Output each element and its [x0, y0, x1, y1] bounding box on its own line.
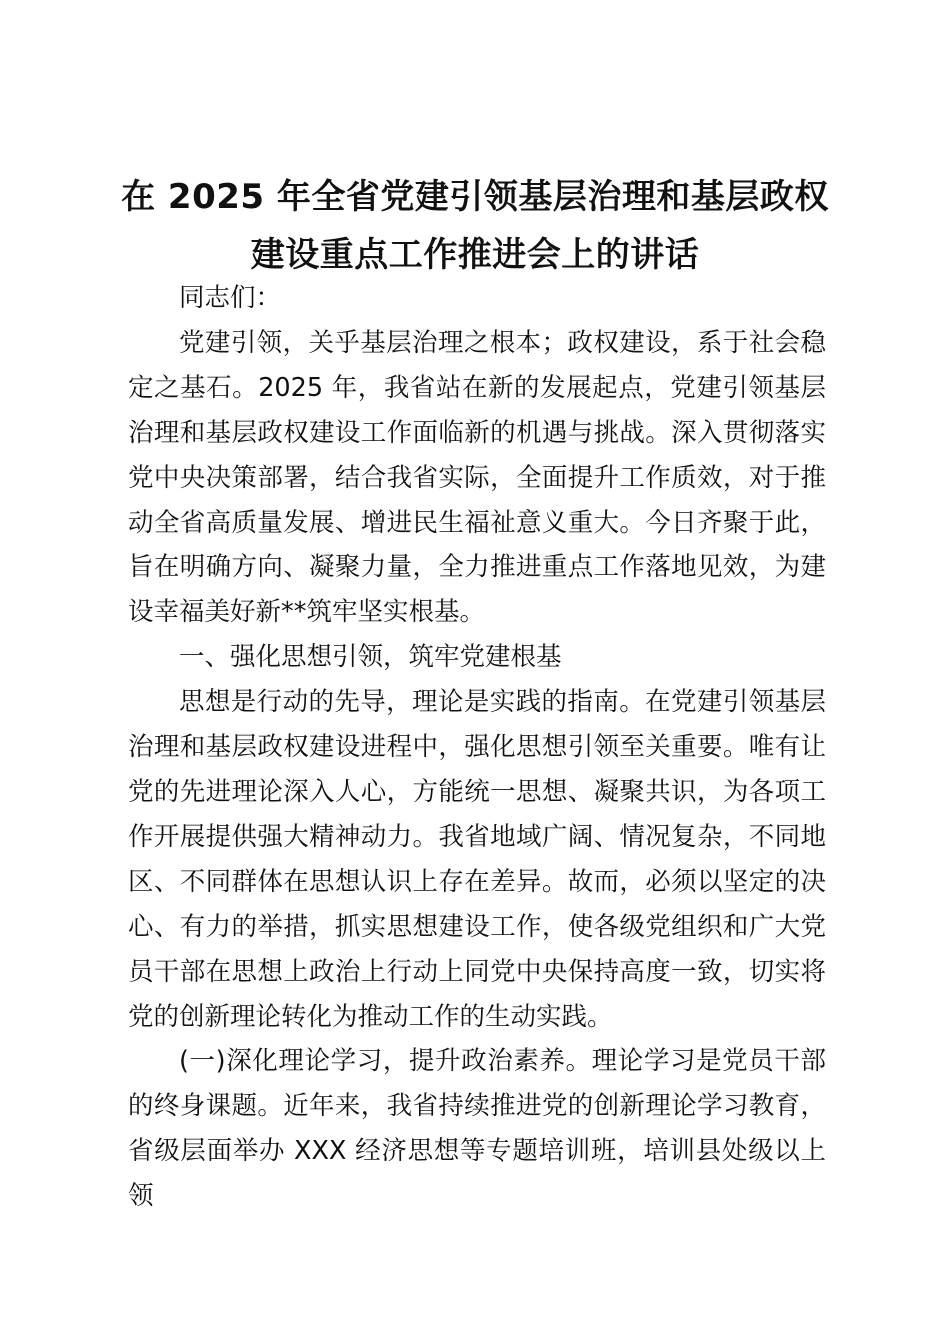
intro-paragraph: 党建引领，关乎基层治理之根本；政权建设，系于社会稳定之基石。2025 年，我省站在新的发展起点，党建引领基层治理和基层政权建设工作面临新的机遇与挑战。深入贯彻落实党中央决策部署，结合我省实际，全面提升工作质效，对于推动全省高质量发展、增进民生福祉意义重大。今日齐聚于此，旨在明确方向、凝聚力量，全力推进重点工作落地见效，为建设幸福美好新**筑牢坚实根基。	[128, 327, 826, 628]
document-body	[128, 276, 826, 1219]
title-line-2: 建设重点工作推进会上的讲话	[250, 235, 700, 275]
section-1-paragraph: 思想是行动的先导，理论是实践的指南。在党建引领基层治理和基层政权建设进程中，强化思想引领至关重要。唯有让党的先进理论深入人心，方能统一思想、凝聚共识，为各项工作开展提供强大精神动力。我省地域广阔、情况复杂，不同地区、不同群体在思想认识上存在差异。故而，必须以坚定的决心、有力的举措，抓实思想建设工作，使各级党组织和广大党员干部在思想上政治上行动上同党中央保持高度一致，切实将党的创新理论转化为推动工作的生动实践。	[128, 687, 826, 1032]
section-heading-1: 一、强化思想引领，筑牢党建根基	[179, 642, 562, 673]
title-line-1: 在 2025 年全省党建引领基层治理和基层政权	[121, 177, 829, 217]
salutation: 同志们：	[179, 283, 282, 313]
subsection-1-paragraph: (一)深化理论学习，提升政治素养。理论学习是党员干部的终身课题。近年来，我省持续推进党的创新理论学习教育，省级层面举办 XXX 经济思想等专题培训班，培训县处级以上领	[128, 1046, 826, 1212]
document-title	[120, 168, 830, 284]
